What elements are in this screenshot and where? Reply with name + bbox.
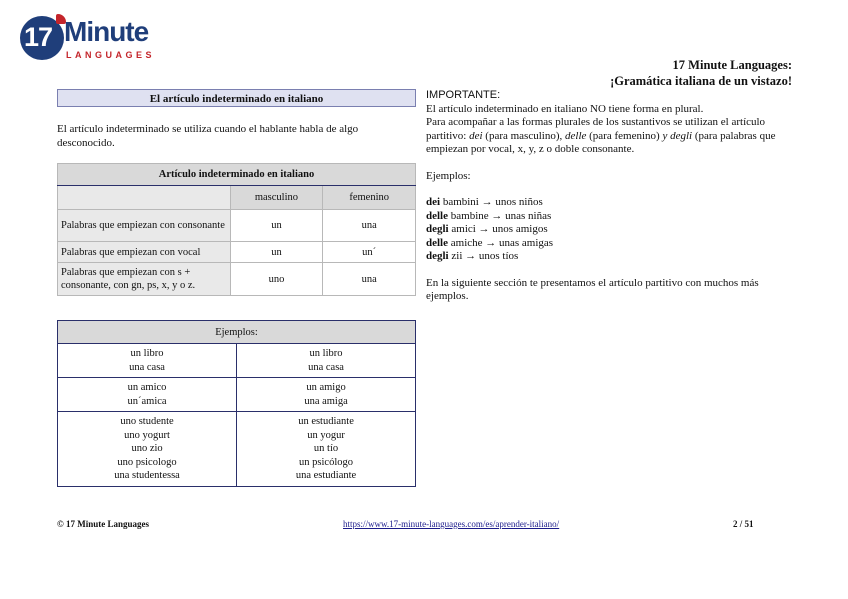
right-column [426,89,796,304]
article-table [57,163,416,296]
closing-paragraph: En la siguiente sección te presentamos el artículo partitivo con muchos más ejemplos. [426,276,759,302]
partitive-text: Para acompañar a las formas plurales de los sustantivos se utilizan el artículo partitivo: [426,116,766,142]
header-line-2: ¡Gramática italiana de un vistazo! [610,74,792,88]
example-text: zii → unos tíos [448,250,519,262]
header-line-1: 17 Minute Languages: [672,58,792,72]
partitive-note [426,116,796,157]
example-article: delle [426,236,448,249]
example-italian: un amico un´amica [58,378,237,412]
example-article: dei [426,196,441,208]
article-table-corner [58,186,231,210]
example-spanish: un libro una casa [237,344,416,378]
example-article: degli [426,223,449,235]
col-header-feminine: femenino [323,186,416,210]
logo-subtitle: LANGUAGES [66,50,156,60]
partitive-delle: delle [565,129,587,142]
logo-number: 17 [24,22,53,52]
row-label: Palabras que empiezan con s + consonante, con gn, ps, x, y o z. [58,263,231,296]
example-italian: un libro una casa [58,344,237,378]
row-label: Palabras que empiezan con consonante [58,210,231,242]
col-header-masculine: masculino [230,186,323,210]
footer-copyright: © 17 Minute Languages [57,519,149,529]
partitive-degli: degli [670,129,693,142]
examples-table [57,320,416,487]
page-header-title [610,57,792,89]
cell-masculine: un [230,210,323,242]
footer-link[interactable]: https://www.17-minute-languages.com/es/aprender-italiano/ [343,519,560,529]
partitive-text: (para femenino) [586,129,663,142]
example-line [426,237,796,251]
row-label: Palabras que empiezan con vocal [58,242,231,263]
example-italian: uno studente uno yogurt uno zio uno psicologo una studentessa [58,412,237,487]
cell-masculine: uno [230,263,323,296]
partitive-text: (para masculino), [482,129,565,142]
example-text: amici → unos amigos [448,223,548,235]
brand-logo [20,14,160,66]
example-article: degli [426,250,449,262]
example-line [426,210,796,224]
plural-note: El artículo indeterminado en italiano NO tiene forma en plural. [426,102,704,115]
examples-table-title: Ejemplos: [58,321,416,344]
footer-page-number: 2 / 51 [733,519,754,529]
partitive-text: (para palabras que empiezan por vocal, x, y, z o doble consonante. [426,129,776,155]
intro-paragraph: El artículo indeterminado se utiliza cuando el hablante habla de algo desconocido. [57,123,359,149]
example-line [426,250,796,264]
examples-label: Ejemplos: [426,169,471,182]
partitive-dei: dei [469,129,483,142]
logo-word: Minute [64,16,149,47]
article-table-title: Artículo indeterminado en italiano [58,164,416,186]
example-line [426,223,796,237]
example-text: amiche → unas amigas [448,236,554,249]
example-article: delle [426,209,448,222]
important-label: IMPORTANTE: [426,89,501,101]
example-text: bambini → unos niños [440,196,543,208]
cell-feminine: una [323,263,416,296]
example-line [426,196,796,210]
example-spanish: un estudiante un yogur un tío un psicólogo una estudiante [237,412,416,487]
cell-feminine: una [323,210,416,242]
example-text: bambine → unas niñas [448,209,552,222]
example-spanish: un amigo una amiga [237,378,416,412]
cell-masculine: un [230,242,323,263]
cell-feminine: un´ [323,242,416,263]
partitive-y: y [662,129,668,142]
section-title: El artículo indeterminado en italiano [57,89,416,107]
